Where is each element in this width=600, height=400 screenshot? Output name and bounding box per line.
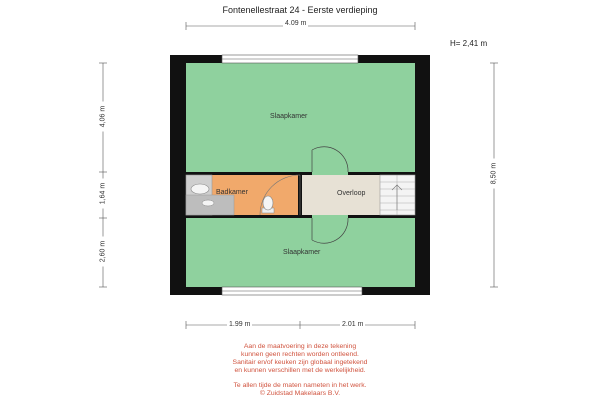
dim-left-bottom-label: 2,60 m [100, 237, 107, 267]
ceiling-height-label: H= 2,41 m [450, 39, 488, 48]
page-title: Fontenellestraat 24 - Eerste verdieping [222, 5, 378, 15]
room-label-bathroom: Badkamer [216, 189, 248, 196]
dim-left-top-label: 4,06 m [100, 102, 107, 132]
room-label-landing: Overloop [337, 190, 366, 197]
dim-bottom-left-label: 1.99 m [229, 321, 251, 328]
staircase [380, 175, 415, 215]
dim-right-label: 8,50 m [491, 159, 498, 189]
room-label-bottom-bedroom: Slaapkamer [283, 249, 321, 256]
dim-top-label: 4.09 m [285, 20, 307, 27]
disclaimer-line: en kunnen verschillen met de werkelijkheid. [234, 367, 366, 374]
sink [191, 184, 209, 194]
top-door-opening [312, 172, 348, 175]
bottom-door-opening [312, 215, 348, 218]
disclaimer-line: Te allen tijde de maten nameten in het werk. [233, 382, 367, 389]
disclaimer-line: Sanitair en/of keuken zijn globaal ingetekend [232, 359, 368, 366]
dim-bottom [186, 321, 415, 329]
dim-bottom-right-label: 2.01 m [342, 321, 364, 328]
disclaimer [150, 343, 450, 398]
copyright: © Zuidstad Makelaars B.V. [259, 390, 341, 397]
dim-left-middle-label: 1,64 m [100, 179, 107, 209]
room-label-top-bedroom: Slaapkamer [270, 113, 308, 120]
shower-drain [202, 200, 214, 206]
toilet-bowl [263, 196, 273, 210]
disclaimer-line: Aan de maatvoering in deze tekening [243, 343, 357, 350]
disclaimer-line: kunnen geen rechten worden ontleend. [241, 351, 359, 358]
